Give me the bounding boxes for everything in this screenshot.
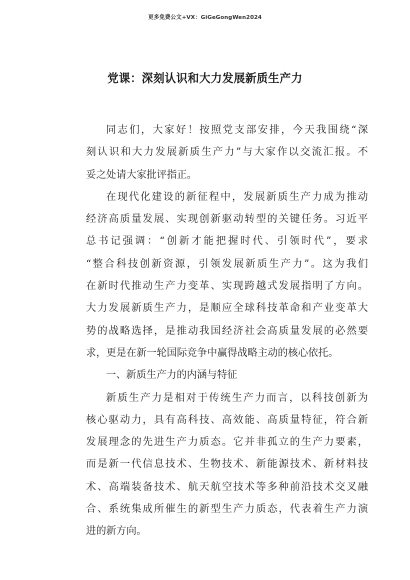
body-line: 妥之处请大家批评指正。 — [86, 169, 198, 181]
body-line: “整合科技创新资源，引领发展新质生产力”。这为我们 — [86, 258, 368, 270]
body-line: 进的新方向。 — [86, 526, 147, 538]
body-line: 核心驱动力，具有高科技、高效能、高质量特征，符合新 — [86, 414, 368, 426]
body-line: 而是新一代信息技术、生物技术、新能源技术、新材料技 — [86, 459, 368, 471]
body-line: 经济高质量发展、实现创新驱动转型的关键任务。习近平 — [86, 214, 368, 226]
document-title: 党课：深刻认识和大力发展新质生产力 — [107, 72, 303, 85]
body-line: 势的战略选择，是推动我国经济社会高质量发展的必然要 — [86, 325, 368, 337]
section-heading: 一、新质生产力的内涵与特征 — [106, 370, 238, 382]
body-line: 求，更是在新一轮国际竞争中赢得战略主动的核心依托。 — [86, 347, 339, 359]
body-line: 刻认识和大力发展新质生产力”与大家作以交流汇报。不 — [86, 147, 368, 159]
document-body — [86, 120, 368, 544]
body-line: 总书记强调：“创新才能把握时代、引领时代”，要求 — [86, 236, 368, 248]
body-line: 在新时代推动生产力变革、实现跨越式发展指明了方向。 — [86, 281, 368, 293]
body-line: 大力发展新质生产力，是顺应全球科技革命和产业变革大 — [86, 303, 368, 315]
body-line: 同志们，大家好！按照党支部安排，今天我围绕“深 — [106, 125, 368, 136]
body-line: 合、系统集成所催生的新型生产力质态，代表着生产力演 — [86, 504, 368, 516]
body-line: 新质生产力是相对于传统生产力而言，以科技创新为 — [106, 392, 368, 404]
body-line: 术、高端装备技术、航天航空技术等多种前沿技术交叉融 — [86, 481, 368, 493]
body-line: 发展理念的先进生产力质态。它并非孤立的生产力要素， — [86, 437, 368, 449]
header-note: 更多免费公文+VX：GiGeGongWen2024 — [148, 15, 262, 21]
body-line: 在现代化建设的新征程中，发展新质生产力成为推动 — [106, 191, 368, 203]
